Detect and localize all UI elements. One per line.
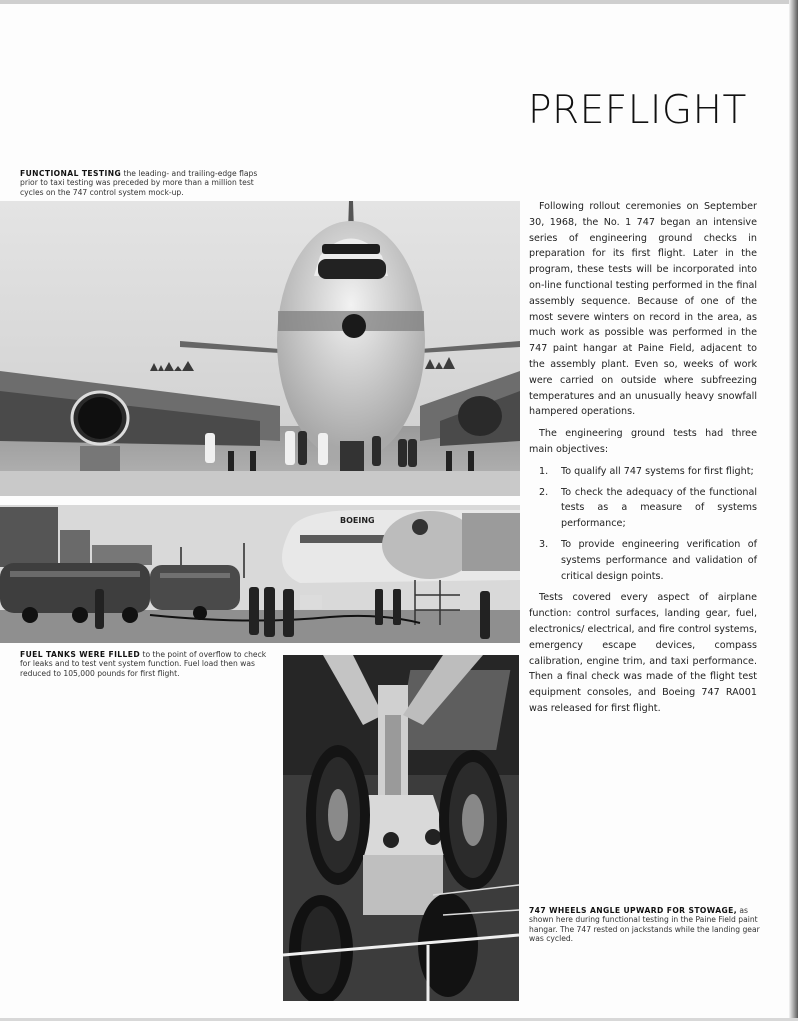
scan-edge-top <box>0 0 798 4</box>
caption-wheels-stowage <box>529 906 764 943</box>
caption-functional-testing <box>20 169 260 197</box>
objective-number: 2. <box>539 486 549 498</box>
objective-text: To provide engineering verification of systems performance and validation of critical design points. <box>561 538 757 582</box>
body-paragraph-objectives-lead: The engineering ground tests had three main objectives: <box>529 428 757 455</box>
objective-text: To qualify all 747 systems for first flight; <box>561 465 754 477</box>
objective-item <box>529 464 757 480</box>
scan-edge-right <box>789 0 798 1021</box>
photo-landing-gear-stowage <box>283 655 519 1001</box>
body-text-column <box>529 199 757 723</box>
caption-lead: 747 WHEELS ANGLE UPWARD FOR STOWAGE, <box>529 906 737 915</box>
caption-lead: FUNCTIONAL TESTING <box>20 169 122 178</box>
objective-number: 1. <box>539 465 549 477</box>
page-title: PREFLIGHT <box>528 88 747 133</box>
caption-text: to the point of overflow to check for leaks and to test vent system function. Fuel load then was reduced to 105,000 pounds for first flight. <box>20 650 267 678</box>
photo-747-front-view <box>0 201 520 496</box>
objective-item <box>529 485 757 532</box>
fuselage-boeing-lettering: BOEING <box>340 516 375 525</box>
objectives-list <box>529 464 757 585</box>
photo-fuel-tanks-filled <box>0 505 520 643</box>
caption-fuel-tanks <box>20 650 270 678</box>
caption-text: the leading- and trailing-edge flaps prior to taxi testing was preceded by more than a million test cycles on the 747 control system mock-up. <box>20 169 258 197</box>
objective-number: 3. <box>539 538 549 550</box>
caption-text: as shown here during functional testing in the Paine Field paint hangar. The 747 rested on jackstands while the landing gear was cycled. <box>529 906 760 943</box>
caption-lead: FUEL TANKS WERE FILLED <box>20 650 141 659</box>
body-paragraph-intro: Following rollout ceremonies on September 30, 1968, the No. 1 747 began an intensive series of engineering ground checks in preparation for its first flight. Later in the program, these tests will be incorporated into on-line functional testing performed in the final assembly sequence. Because of one of the most severe winters on record in the area, as much work as possible was performed in the 747 paint hangar at Paine Field, adjacent to the assembly plant. Even so, weeks of work were carried on outside where subfreezing temperatures and an unusually heavy snowfall hampered operations. <box>529 201 757 418</box>
objective-item <box>529 537 757 584</box>
objective-text: To check the adequacy of the functional tests as a measure of systems performance; <box>561 486 757 530</box>
body-paragraph-tests-covered: Tests covered every aspect of airplane function: control surfaces, landing gear, fuel, electronics/ electrical, and fire control systems, emergency escape devices, compass calibration, engine trim, and taxi performance. Then a final check was made of the flight test equipment consoles, and Boeing 747 RA001 was released for first flight. <box>529 592 757 714</box>
